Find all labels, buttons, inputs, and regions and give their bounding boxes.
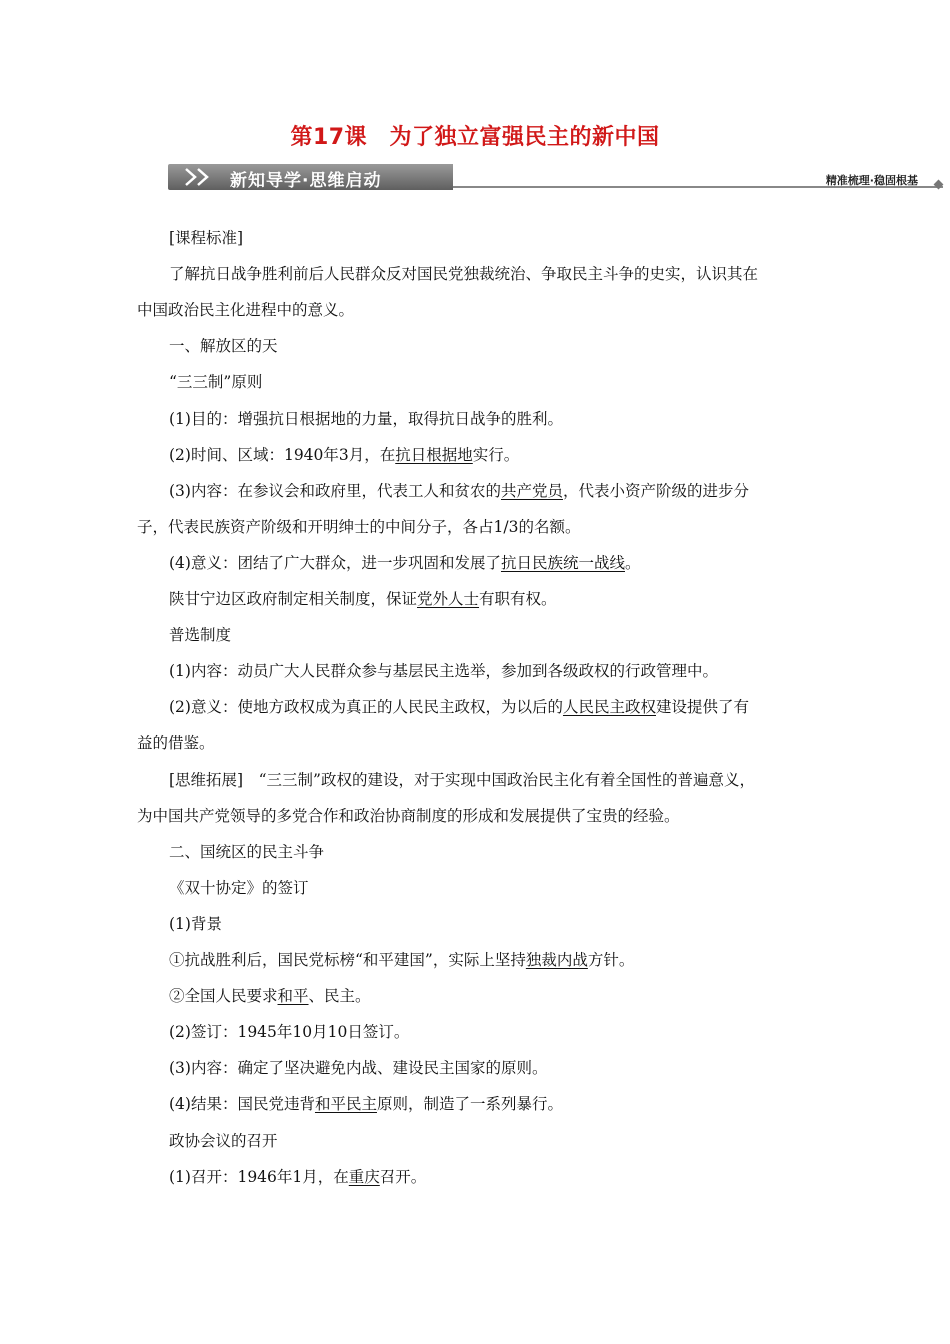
text-segment: ①抗战胜利后，国民党标榜“和平建国”，实际上坚持 [169,951,526,969]
text-line [169,762,859,798]
banner-highlight-text: 思维启动 [309,171,382,191]
text-segment: 方针。 [587,951,635,969]
text-segment: (1)目的：增强抗日根据地的力量，取得抗日战争的胜利。 [169,409,563,428]
text-line [137,725,827,761]
text-segment: 实行。 [472,445,520,464]
text-segment: [课程标准] [169,229,244,247]
text-line [169,364,859,400]
text-line [169,256,859,292]
text-segment: 益的借鉴。 [137,734,215,753]
text-segment: 建设提供了有 [655,698,749,717]
text-line [169,437,859,473]
text-line [169,328,859,364]
underlined-answer: 重庆 [348,1167,380,1186]
text-segment: 中国政治民主化进程中的意义。 [137,301,355,320]
text-segment: (1)内容：动员广大人民群众参与基层民主选举，参加到各级政权的行政管理中。 [169,662,718,681]
text-segment: (1)召开：1946年1月，在 [169,1167,349,1186]
text-segment: 政协会议的召开 [169,1131,278,1150]
text-line [169,689,859,725]
text-line [137,798,827,834]
text-segment: 、民主。 [308,987,371,1006]
text-line [169,942,859,978]
text-line [169,1123,859,1159]
text-segment: 陕甘宁边区政府制定相关制度，保证 [169,590,418,608]
text-segment: (4)意义：团结了广大群众，进一步巩固和发展了 [169,553,501,572]
text-segment: (2)时间、区域：1940年3月，在 [169,445,396,464]
text-line [137,292,827,328]
underlined-answer: 共产党员 [500,481,563,500]
double-chevron-icon [182,167,222,187]
underlined-answer: 人民民主政权 [562,698,656,717]
text-line [169,1159,859,1195]
underlined-answer: 抗日民族统一战线 [500,553,625,572]
text-segment: 子，代表民族资产阶级和开明绅士的中间分子，各占1/3的名额。 [137,517,581,536]
text-line [169,653,859,689]
banner-right-text: 精准梳理·稳固根基 [825,174,918,187]
text-segment: 召开。 [379,1167,427,1186]
text-segment: 了解抗日战争胜利前后人民群众反对国民党独裁统治、争取民主斗争的史实，认识其在 [169,265,759,284]
text-segment: 原则，制造了一系列暴行。 [376,1095,563,1114]
banner-title [230,166,381,191]
text-line [169,906,859,942]
text-line [169,834,859,870]
underlined-answer: 独裁内战 [525,951,588,969]
text-line [169,401,859,437]
text-segment: 《双十协定》的签订 [169,878,309,897]
text-segment: 有职有权。 [479,590,557,608]
underlined-answer: 和平 [277,987,309,1006]
text-segment: (1)背景 [169,914,222,933]
text-segment: 一、解放区的天 [169,337,278,356]
text-segment: 二、国统区的民主斗争 [169,842,325,861]
text-line [169,870,859,906]
text-line [169,581,859,617]
text-line [169,978,859,1014]
text-line [137,509,827,545]
underlined-answer: 和平民主 [314,1095,377,1114]
underlined-answer: 党外人士 [417,590,480,608]
text-segment: [思维拓展] “三三制”政权的建设，对于实现中国政治民主化有着全国性的普遍意义， [169,770,755,789]
text-segment: (3)内容：在参议会和政府里，代表工人和贫农的 [169,481,501,500]
banner-bar [168,164,453,190]
text-segment: ，代表小资产阶级的进步分 [562,481,749,500]
text-segment: “三三制”原则 [169,373,263,392]
text-line [169,220,859,256]
text-segment: (2)签订：1945年10月10日签订。 [169,1023,410,1042]
text-segment: (4)结果：国民党违背 [169,1095,315,1114]
text-segment: (2)意义：使地方政权成为真正的人民民主政权，为以后的 [169,698,563,717]
banner-left-text: 新知导学· [230,171,310,191]
text-segment: 普选制度 [169,626,232,645]
text-line [169,1050,859,1086]
text-segment: (3)内容：确定了坚决避免内战、建设民主国家的原则。 [169,1059,548,1078]
page-title: 第17课 为了独立富强民主的新中国 [290,125,660,150]
underlined-answer: 抗日根据地 [395,445,473,464]
text-line [169,473,859,509]
text-line [169,617,859,653]
text-line [169,1014,859,1050]
text-segment: 为中国共产党领导的多党合作和政治协商制度的形成和发展提供了宝贵的经验。 [137,806,680,825]
section-banner [168,164,950,196]
text-segment: 。 [624,553,641,572]
text-line [169,1086,859,1122]
text-segment: ②全国人民要求 [169,987,278,1006]
text-line [169,545,859,581]
